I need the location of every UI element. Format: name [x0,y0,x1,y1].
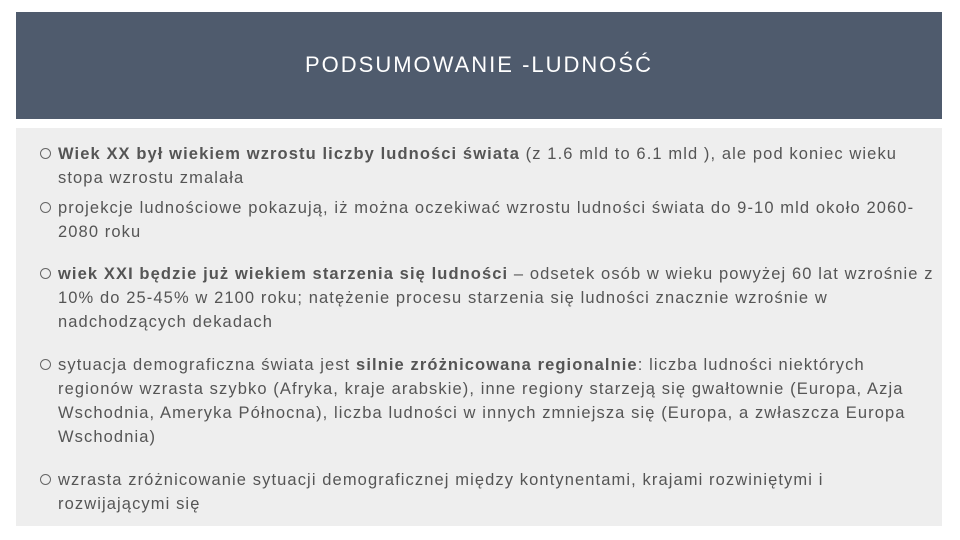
bullet-text [40,262,938,334]
bullet-rest-text: – odsetek osób w wieku powyżej 60 lat wzrośnie z 10% do 25-45% w 2100 roku; natężenie procesu starzenia się ludności znacznie wzrośnie w nadchodzących dekadach [58,265,934,331]
bullet-rest-text: (z 1.6 mld to 6.1 mld ), ale pod koniec wieku stopa wzrostu zmalała [58,145,898,187]
bullet-bold-text: wiek XXI będzie już wiekiem starzenia się ludności [58,265,509,283]
bullet-item [40,468,938,516]
bullet-circle-icon [40,268,51,279]
bullet-rest-text: : liczba ludności niektórych regionów wzrasta szybko (Afryka, kraje arabskie), inne regiony starzeją się gwałtownie (Europa, Azja Wschodnia, Ameryka Północna), liczba ludności w innych zmniejsza się (Europa, a zwłaszcza Europa Wschodnia) [58,356,906,446]
bullet-circle-icon [40,202,51,213]
bullet-text [40,353,938,449]
bullet-text: wzrasta zróżnicowanie sytuacji demograficznej między kontynentami, krajami rozwiniętymi i rozwijającymi się [58,471,824,513]
bullet-text [40,142,938,190]
bullet-item [40,196,938,244]
slide-header [16,12,942,119]
bullet-pre-text: sytuacja demograficzna świata jest [58,356,357,374]
bullet-circle-icon [40,474,51,485]
bullet-circle-icon [40,359,51,370]
bullet-circle-icon [40,148,51,159]
bullet-bold-text: Wiek XX był wiekiem wzrostu liczby ludności świata [58,145,520,163]
bullet-bold-text: silnie zróżnicowana regionalnie [356,356,638,374]
bullet-item [40,262,938,334]
bullet-item [40,142,938,190]
slide-title: PODSUMOWANIE -LUDNOŚĆ [305,52,653,77]
bullet-text: projekcje ludnościowe pokazują, iż można oczekiwać wzrostu ludności świata do 9-10 mld około 2060-2080 roku [58,199,915,241]
bullet-item [40,353,938,449]
